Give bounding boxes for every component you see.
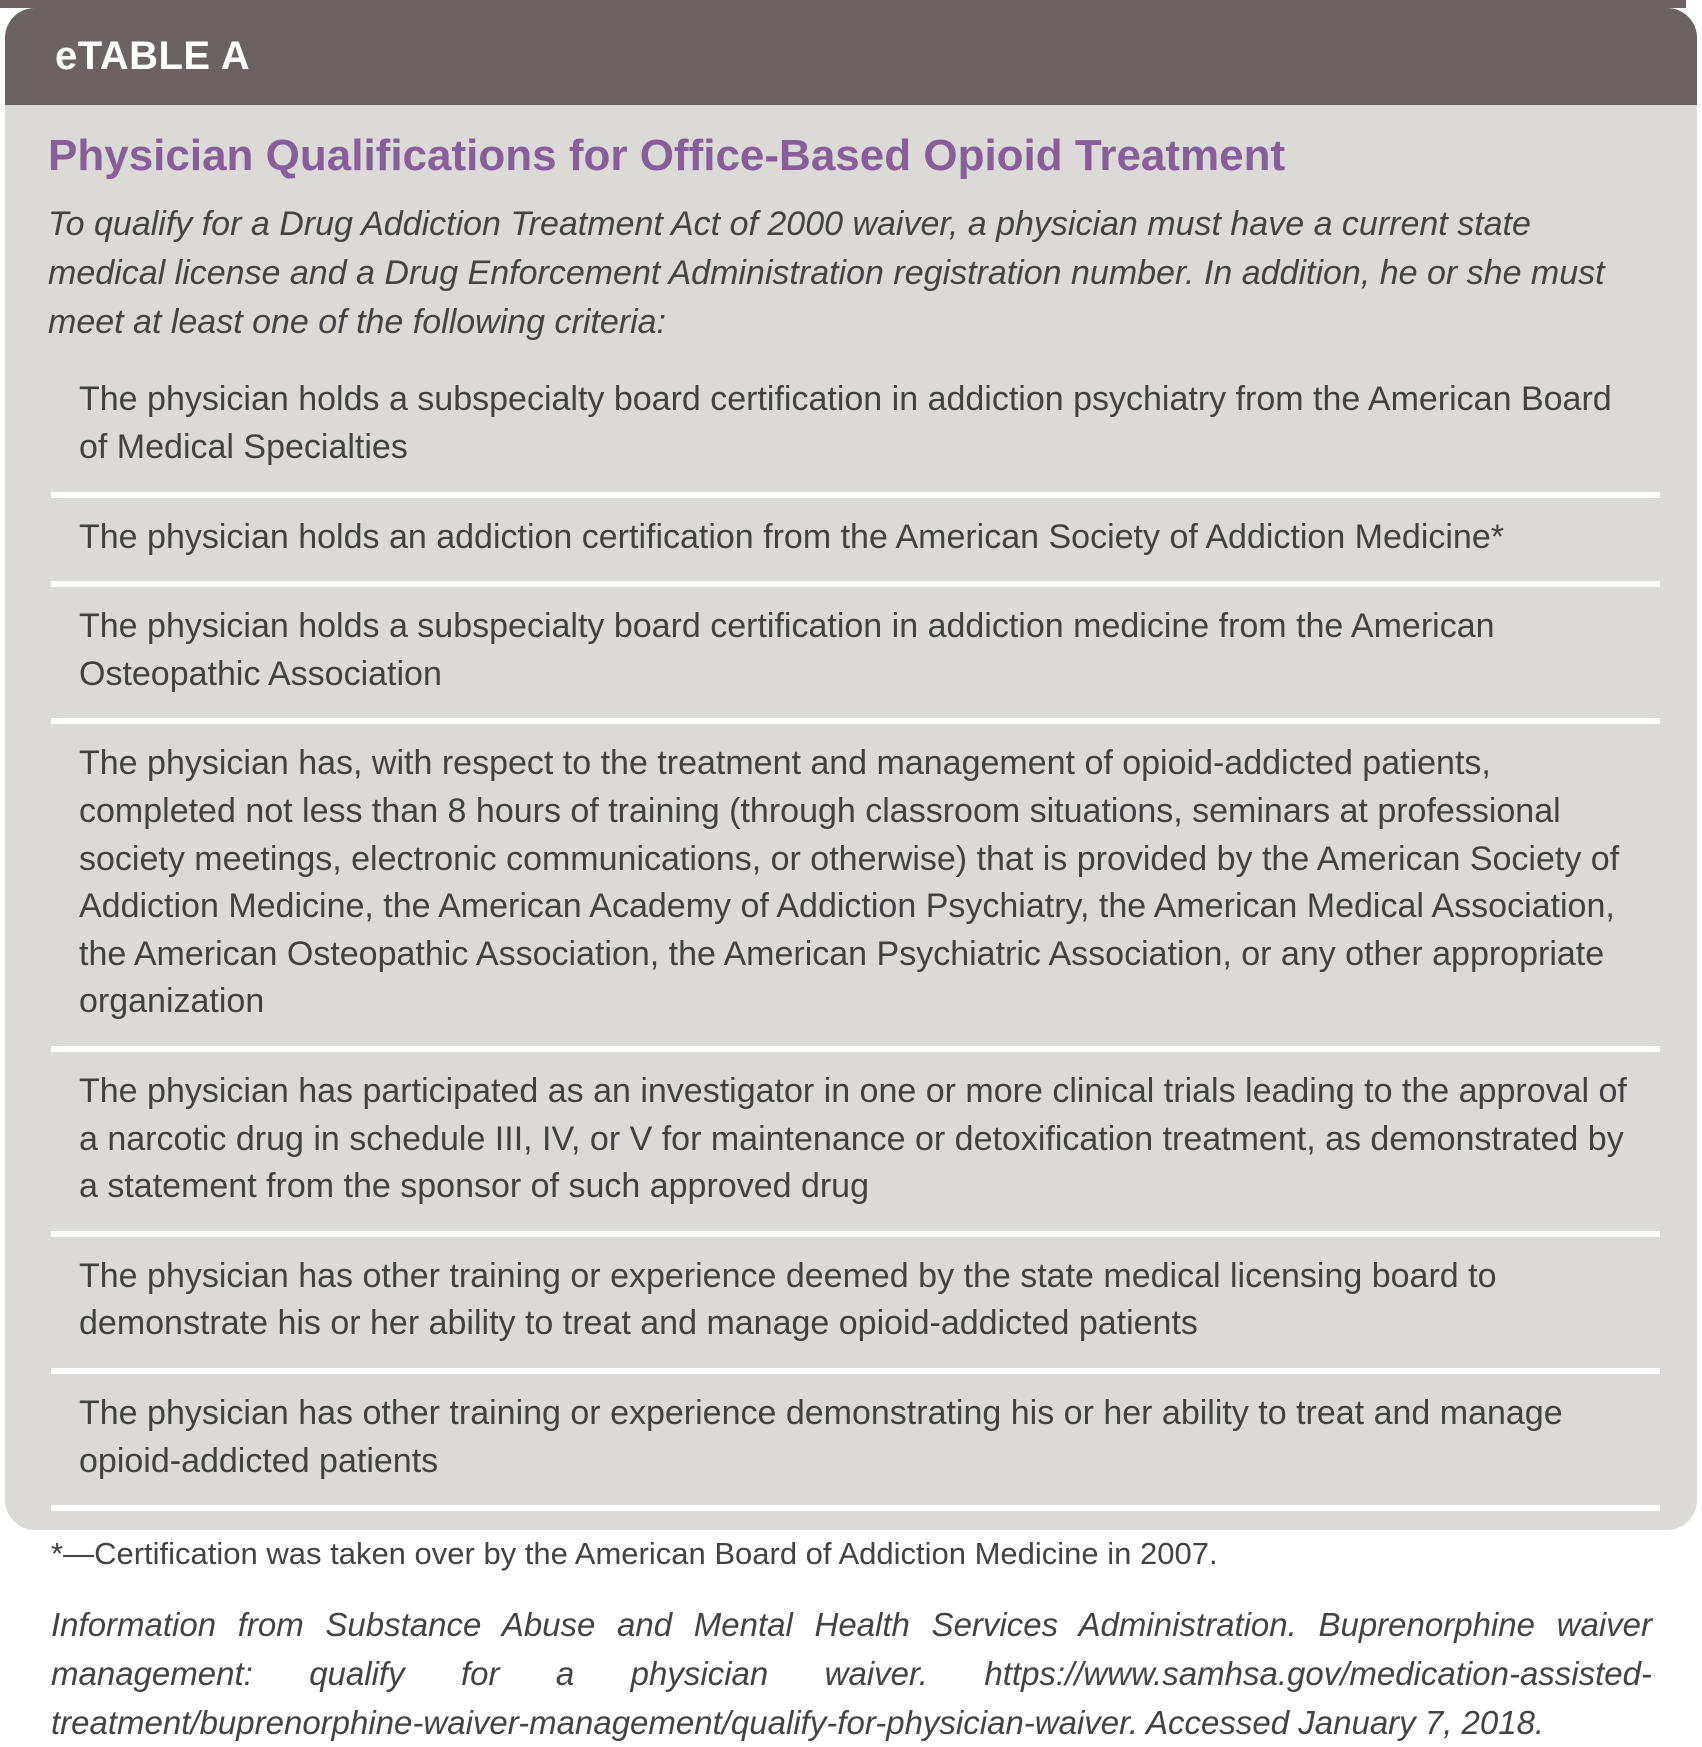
criteria-row <box>51 1237 1660 1374</box>
criteria-text: The physician holds an addiction certification from the American Society of Addiction Medicine* <box>79 517 1504 556</box>
criteria-text: The physician has, with respect to the treatment and management of opioid-addicted patients, completed not less than 8 hours of training (through classroom situations, seminars at professional society meetings, electronic communications, or otherwise) that is provided by the American Society of Addiction Medicine, the American Academy of Addiction Psychiatry, the American Medical Association, the American Osteopathic Association, the American Psychiatric Association, or any other appropriate organization <box>79 744 1620 1021</box>
table-card <box>5 8 1697 1741</box>
criteria-row <box>51 1052 1660 1237</box>
criteria-row <box>51 360 1660 497</box>
table-title: Physician Qualifications for Office-Based Opioid Treatment <box>48 131 1286 180</box>
criteria-row <box>51 1374 1660 1511</box>
top-edge-strip <box>0 0 1686 8</box>
intro-paragraph: To qualify for a Drug Addiction Treatment Act of 2000 waiver, a physician must have a current state medical license and a Drug Enforcement Administration registration number. In addition, he or she must meet at least one of the following criteria: <box>48 204 1605 341</box>
table-label: eTABLE A <box>55 34 251 78</box>
criteria-row <box>51 498 1660 588</box>
table-header-bar <box>5 8 1697 105</box>
source-citation: Information from Substance Abuse and Mental Health Services Administration. Buprenorphine waiver management: qualify for a physician waiver. https://www.samhsa.gov/medication-assisted-treatment/buprenorphine-waiver-management/qualify-for-physician-waiver. Accessed January 7, 2018. <box>51 1605 1652 1741</box>
criteria-text: The physician has participated as an investigator in one or more clinical trials leading to the approval of a narcotic drug in schedule III, IV, or V for maintenance or detoxification treatment, as demonstrated by a statement from the sponsor of such approved drug <box>79 1071 1627 1206</box>
table-body <box>5 105 1697 1747</box>
asterisk-footnote: *—Certification was taken over by the American Board of Addiction Medicine in 2007. <box>51 1536 1218 1572</box>
criteria-text: The physician holds a subspecialty board certification in addiction psychiatry from the American Board of Medical Specialties <box>79 380 1612 467</box>
criteria-list <box>51 360 1660 1511</box>
criteria-text: The physician has other training or experience demonstrating his or her ability to treat and manage opioid-addicted patients <box>79 1393 1563 1480</box>
criteria-row <box>51 724 1660 1052</box>
criteria-row <box>51 587 1660 724</box>
criteria-text: The physician has other training or experience deemed by the state medical licensing board to demonstrate his or her ability to treat and manage opioid-addicted patients <box>79 1256 1497 1343</box>
criteria-text: The physician holds a subspecialty board certification in addiction medicine from the American Osteopathic Association <box>79 607 1495 693</box>
